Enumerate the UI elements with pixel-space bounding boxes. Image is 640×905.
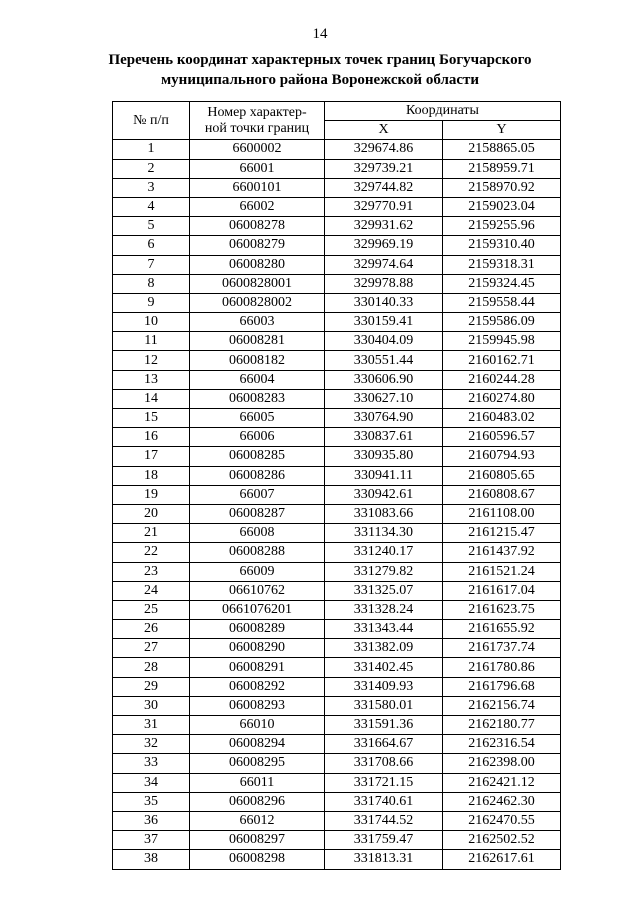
cell-num: 6: [113, 236, 190, 255]
table-row: [113, 255, 561, 274]
cell-num: 4: [113, 197, 190, 216]
cell-x: 330140.33: [325, 293, 443, 312]
cell-x: 330627.10: [325, 389, 443, 408]
table-header: [113, 102, 561, 140]
table-row: [113, 658, 561, 677]
cell-num: 37: [113, 831, 190, 850]
cell-num: 3: [113, 178, 190, 197]
table-row: [113, 581, 561, 600]
cell-num: 1: [113, 140, 190, 159]
cell-num: 31: [113, 716, 190, 735]
cell-x: 330404.09: [325, 332, 443, 351]
cell-point: 0600828002: [190, 293, 325, 312]
cell-x: 331664.67: [325, 735, 443, 754]
cell-point: 06008279: [190, 236, 325, 255]
cell-num: 36: [113, 811, 190, 830]
cell-point: 66012: [190, 811, 325, 830]
cell-y: 2160244.28: [443, 370, 561, 389]
cell-x: 329978.88: [325, 274, 443, 293]
cell-x: 330935.80: [325, 447, 443, 466]
cell-x: 331083.66: [325, 504, 443, 523]
cell-x: 330764.90: [325, 409, 443, 428]
cell-num: 38: [113, 850, 190, 869]
cell-y: 2160596.57: [443, 428, 561, 447]
header-num: № п/п: [113, 102, 190, 140]
cell-y: 2161737.74: [443, 639, 561, 658]
cell-x: 331759.47: [325, 831, 443, 850]
cell-y: 2160274.80: [443, 389, 561, 408]
cell-y: 2161780.86: [443, 658, 561, 677]
header-y: Y: [443, 121, 561, 140]
cell-point: 06008281: [190, 332, 325, 351]
title-line-1: Перечень координат характерных точек границ Богучарского: [108, 52, 532, 68]
cell-y: 2161655.92: [443, 620, 561, 639]
cell-point: 66011: [190, 773, 325, 792]
cell-x: 329931.62: [325, 217, 443, 236]
cell-y: 2159586.09: [443, 313, 561, 332]
cell-num: 14: [113, 389, 190, 408]
table-row: [113, 639, 561, 658]
table-row: [113, 485, 561, 504]
cell-num: 35: [113, 792, 190, 811]
cell-num: 20: [113, 504, 190, 523]
table-row: [113, 504, 561, 523]
cell-num: 22: [113, 543, 190, 562]
cell-y: 2162421.12: [443, 773, 561, 792]
cell-num: 11: [113, 332, 190, 351]
cell-y: 2162470.55: [443, 811, 561, 830]
cell-num: 33: [113, 754, 190, 773]
cell-point: 66006: [190, 428, 325, 447]
table-row: [113, 792, 561, 811]
cell-y: 2159558.44: [443, 293, 561, 312]
cell-num: 21: [113, 524, 190, 543]
header-point-line-2: ной точки границ: [204, 120, 310, 136]
table-row: [113, 677, 561, 696]
header-coords: Координаты: [325, 102, 561, 121]
cell-y: 2159023.04: [443, 197, 561, 216]
cell-point: 66002: [190, 197, 325, 216]
table-row: [113, 466, 561, 485]
cell-y: 2161623.75: [443, 600, 561, 619]
cell-num: 23: [113, 562, 190, 581]
cell-y: 2159310.40: [443, 236, 561, 255]
cell-num: 2: [113, 159, 190, 178]
table-row: [113, 773, 561, 792]
cell-point: 66001: [190, 159, 325, 178]
page-number: 14: [312, 26, 328, 42]
cell-point: 66004: [190, 370, 325, 389]
table-row: [113, 409, 561, 428]
table-row: [113, 274, 561, 293]
table-row: [113, 447, 561, 466]
cell-num: 16: [113, 428, 190, 447]
cell-y: 2159324.45: [443, 274, 561, 293]
cell-num: 13: [113, 370, 190, 389]
cell-y: 2159318.31: [443, 255, 561, 274]
header-point-line-1: Номер характер-: [207, 104, 307, 120]
cell-x: 331328.24: [325, 600, 443, 619]
cell-x: 329770.91: [325, 197, 443, 216]
cell-point: 06008290: [190, 639, 325, 658]
cell-point: 6600002: [190, 140, 325, 159]
table-row: [113, 389, 561, 408]
cell-point: 06008297: [190, 831, 325, 850]
cell-num: 24: [113, 581, 190, 600]
table-row: [113, 159, 561, 178]
cell-y: 2158970.92: [443, 178, 561, 197]
cell-num: 8: [113, 274, 190, 293]
cell-y: 2161796.68: [443, 677, 561, 696]
cell-x: 331134.30: [325, 524, 443, 543]
cell-point: 66010: [190, 716, 325, 735]
cell-num: 12: [113, 351, 190, 370]
cell-y: 2162617.61: [443, 850, 561, 869]
table-row: [113, 831, 561, 850]
cell-y: 2161617.04: [443, 581, 561, 600]
cell-num: 19: [113, 485, 190, 504]
table-row: [113, 313, 561, 332]
cell-x: 331580.01: [325, 696, 443, 715]
cell-point: 06008296: [190, 792, 325, 811]
cell-x: 330551.44: [325, 351, 443, 370]
cell-y: 2158959.71: [443, 159, 561, 178]
table-row: [113, 754, 561, 773]
cell-x: 331279.82: [325, 562, 443, 581]
table-row: [113, 850, 561, 869]
table-row: [113, 735, 561, 754]
cell-y: 2161108.00: [443, 504, 561, 523]
cell-point: 06008289: [190, 620, 325, 639]
coordinates-table: [112, 101, 561, 870]
cell-num: 26: [113, 620, 190, 639]
header-x: X: [325, 121, 443, 140]
table-row: [113, 524, 561, 543]
cell-x: 329744.82: [325, 178, 443, 197]
cell-x: 330837.61: [325, 428, 443, 447]
cell-point: 06008182: [190, 351, 325, 370]
cell-x: 331325.07: [325, 581, 443, 600]
table-row: [113, 351, 561, 370]
cell-y: 2160162.71: [443, 351, 561, 370]
cell-point: 66007: [190, 485, 325, 504]
cell-point: 0661076201: [190, 600, 325, 619]
cell-point: 66009: [190, 562, 325, 581]
cell-num: 17: [113, 447, 190, 466]
cell-x: 331240.17: [325, 543, 443, 562]
cell-y: 2160483.02: [443, 409, 561, 428]
cell-num: 27: [113, 639, 190, 658]
cell-x: 331402.45: [325, 658, 443, 677]
cell-point: 06008286: [190, 466, 325, 485]
cell-x: 331744.52: [325, 811, 443, 830]
cell-x: 329739.21: [325, 159, 443, 178]
cell-y: 2162462.30: [443, 792, 561, 811]
cell-point: 06008278: [190, 217, 325, 236]
table-row: [113, 197, 561, 216]
cell-x: 331708.66: [325, 754, 443, 773]
cell-y: 2158865.05: [443, 140, 561, 159]
cell-y: 2159255.96: [443, 217, 561, 236]
cell-x: 331409.93: [325, 677, 443, 696]
table-row: [113, 332, 561, 351]
cell-x: 331813.31: [325, 850, 443, 869]
table-row: [113, 811, 561, 830]
cell-point: 06008295: [190, 754, 325, 773]
table-row: [113, 140, 561, 159]
cell-point: 06008287: [190, 504, 325, 523]
table-row: [113, 293, 561, 312]
title-line-2: муниципального района Воронежской области: [160, 72, 480, 88]
cell-y: 2162398.00: [443, 754, 561, 773]
cell-x: 331591.36: [325, 716, 443, 735]
cell-num: 18: [113, 466, 190, 485]
cell-num: 10: [113, 313, 190, 332]
cell-num: 9: [113, 293, 190, 312]
cell-num: 34: [113, 773, 190, 792]
cell-num: 32: [113, 735, 190, 754]
table-row: [113, 696, 561, 715]
table-body: [113, 140, 561, 869]
cell-y: 2162502.52: [443, 831, 561, 850]
cell-num: 5: [113, 217, 190, 236]
cell-point: 06610762: [190, 581, 325, 600]
table-row: [113, 543, 561, 562]
cell-x: 330942.61: [325, 485, 443, 504]
cell-point: 0600828001: [190, 274, 325, 293]
table-row: [113, 178, 561, 197]
table-row: [113, 236, 561, 255]
cell-y: 2162156.74: [443, 696, 561, 715]
cell-x: 329969.19: [325, 236, 443, 255]
cell-point: 66003: [190, 313, 325, 332]
table-row: [113, 562, 561, 581]
header-point: [190, 102, 325, 140]
cell-num: 30: [113, 696, 190, 715]
cell-y: 2161215.47: [443, 524, 561, 543]
cell-point: 06008280: [190, 255, 325, 274]
cell-y: 2159945.98: [443, 332, 561, 351]
cell-point: 6600101: [190, 178, 325, 197]
cell-y: 2160808.67: [443, 485, 561, 504]
cell-point: 06008288: [190, 543, 325, 562]
document-title: [40, 50, 600, 90]
cell-x: 331721.15: [325, 773, 443, 792]
cell-num: 29: [113, 677, 190, 696]
cell-num: 15: [113, 409, 190, 428]
cell-x: 331382.09: [325, 639, 443, 658]
cell-x: 329974.64: [325, 255, 443, 274]
cell-point: 06008298: [190, 850, 325, 869]
table-row: [113, 370, 561, 389]
cell-num: 7: [113, 255, 190, 274]
cell-y: 2160805.65: [443, 466, 561, 485]
cell-x: 330941.11: [325, 466, 443, 485]
cell-y: 2161437.92: [443, 543, 561, 562]
cell-point: 06008293: [190, 696, 325, 715]
table-row: [113, 716, 561, 735]
table-row: [113, 217, 561, 236]
cell-x: 331343.44: [325, 620, 443, 639]
cell-y: 2160794.93: [443, 447, 561, 466]
table-row: [113, 600, 561, 619]
cell-point: 66005: [190, 409, 325, 428]
table-row: [113, 428, 561, 447]
cell-point: 06008294: [190, 735, 325, 754]
cell-point: 06008291: [190, 658, 325, 677]
cell-num: 28: [113, 658, 190, 677]
cell-x: 331740.61: [325, 792, 443, 811]
cell-y: 2162180.77: [443, 716, 561, 735]
cell-x: 330159.41: [325, 313, 443, 332]
cell-y: 2162316.54: [443, 735, 561, 754]
cell-point: 06008285: [190, 447, 325, 466]
cell-point: 66008: [190, 524, 325, 543]
cell-point: 06008292: [190, 677, 325, 696]
cell-point: 06008283: [190, 389, 325, 408]
table-row: [113, 620, 561, 639]
cell-x: 329674.86: [325, 140, 443, 159]
cell-x: 330606.90: [325, 370, 443, 389]
cell-y: 2161521.24: [443, 562, 561, 581]
cell-num: 25: [113, 600, 190, 619]
